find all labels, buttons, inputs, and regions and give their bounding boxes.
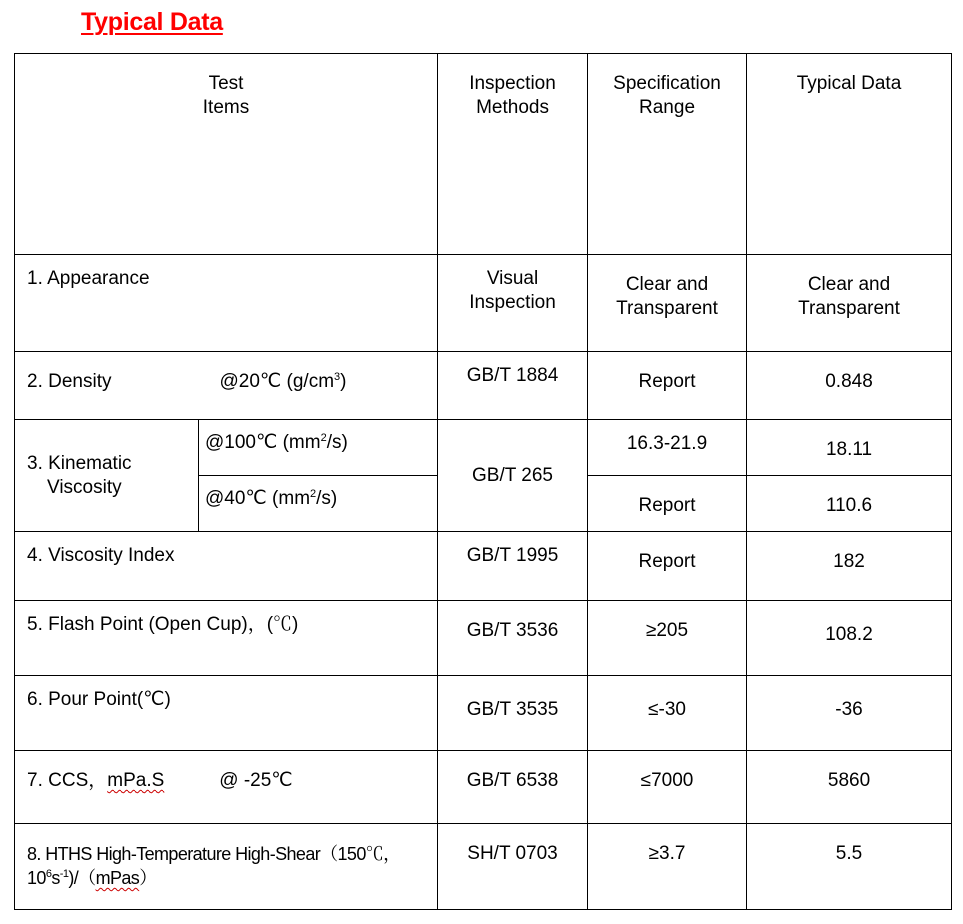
typical-data-table	[14, 53, 952, 910]
method-kinematic-viscosity: GB/T 265	[438, 420, 588, 532]
item-hths: 8. HTHS High-Temperature High-Shear（150℃， $10^6s^{-1})/(mPas)$	[15, 824, 438, 910]
item-density: 2. Density @20℃ $(g/cm^3)$	[15, 352, 438, 420]
cond-40c: @40℃ $(mm^2/s)$	[199, 476, 438, 532]
cond-100c: @100℃ $(mm^2/s)$	[199, 420, 438, 476]
header-specification-range: Specification Range	[588, 54, 747, 255]
spec-flash: ≥205	[588, 601, 747, 676]
header-row	[15, 54, 952, 255]
method-hths: SH/T 0703	[438, 824, 588, 910]
typical-density: 0.848	[747, 352, 952, 420]
method-density: GB/T 1884	[438, 352, 588, 420]
table-row	[15, 352, 952, 420]
table-row	[15, 601, 952, 676]
spec-hths: ≥3.7	[588, 824, 747, 910]
item-appearance: 1. Appearance	[15, 255, 438, 352]
item-ccs: 7. CCS，mPa.S @ -25℃	[15, 751, 438, 824]
table-row	[15, 420, 952, 476]
spec-density: Report	[588, 352, 747, 420]
header-inspection-methods: Inspection Methods	[438, 54, 588, 255]
spec-ccs: ≤7000	[588, 751, 747, 824]
method-appearance: Visual Inspection	[438, 255, 588, 352]
method-pour: GB/T 3535	[438, 676, 588, 751]
typical-kv40: 110.6	[747, 476, 952, 532]
header-typical-data: Typical Data	[747, 54, 952, 255]
typical-pour: -36	[747, 676, 952, 751]
item-flash-point: 5. Flash Point (Open Cup)，(℃)	[15, 601, 438, 676]
typical-flash: 108.2	[747, 601, 952, 676]
method-ccs: GB/T 6538	[438, 751, 588, 824]
table-row	[15, 751, 952, 824]
page-title: Typical Data	[81, 8, 223, 36]
typical-hths: 5.5	[747, 824, 952, 910]
typical-appearance: Clear and Transparent	[747, 255, 952, 352]
table-row	[15, 824, 952, 910]
item-kinematic-viscosity: 3. Kinematic Viscosity	[15, 420, 199, 532]
table-row	[15, 255, 952, 352]
item-pour-point: 6. Pour Point(℃)	[15, 676, 438, 751]
item-viscosity-index: 4. Viscosity Index	[15, 532, 438, 601]
typical-kv100: 18.11	[747, 420, 952, 476]
spec-kv40: Report	[588, 476, 747, 532]
table-row	[15, 676, 952, 751]
spec-vi: Report	[588, 532, 747, 601]
typical-vi: 182	[747, 532, 952, 601]
method-flash: GB/T 3536	[438, 601, 588, 676]
header-test-items: Test Items	[15, 54, 438, 255]
spec-kv100: 16.3-21.9	[588, 420, 747, 476]
method-vi: GB/T 1995	[438, 532, 588, 601]
table-row	[15, 532, 952, 601]
spec-pour: ≤-30	[588, 676, 747, 751]
spec-appearance: Clear and Transparent	[588, 255, 747, 352]
typical-ccs: 5860	[747, 751, 952, 824]
